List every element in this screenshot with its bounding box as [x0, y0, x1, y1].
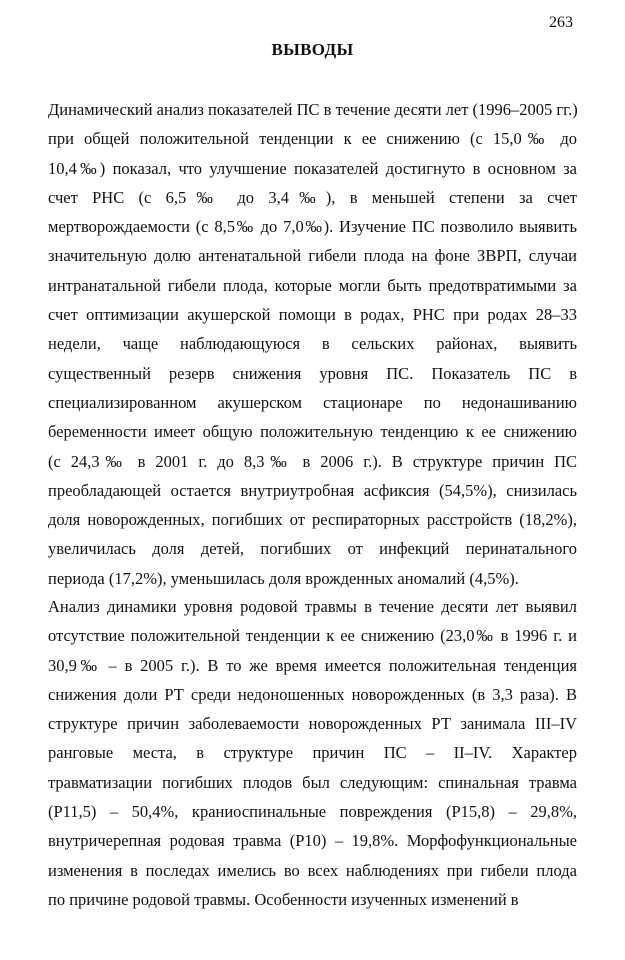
paragraph-1 [48, 95, 577, 593]
page-number: 263 [549, 14, 573, 31]
text-line: Динамический анализ показателей ПС в течение десяти лет (1996–2005 гг.) [48, 100, 578, 119]
text-line: 10,4‰) показал, что улучшение показателей достигнуто в основном за [48, 158, 577, 178]
text-line: при общей положительной тенденции к ее снижению (с 15,0‰ до [48, 129, 577, 149]
text-line: интранатальной гибели плода, которые могли быть предотвратимыми за [48, 275, 577, 295]
text-line: счет оптимизации акушерской помощи в родах, РНС при родах 28–33 [48, 305, 577, 325]
text-line: периода (17,2%), уменьшилась доля врожденных аномалий (4,5%). [48, 568, 519, 588]
page-title: ВЫВОДЫ [271, 40, 354, 59]
text-line: (с 24,3‰ в 2001 г. до 8,3‰ в 2006 г.). В структуре причин ПС [48, 451, 577, 471]
text-line: существенный резерв снижения уровня ПС. Показатель ПС в [48, 363, 577, 383]
paragraph-2 [48, 592, 577, 914]
text-line: доля новорожденных, погибших от респираторных расстройств (18,2%), [48, 510, 577, 530]
text-line: специализированном акушерском стационаре по недонашиванию [48, 392, 577, 412]
text-line: внутричерепная родовая травма (Р10) – 19,8%. Морфофункциональные [48, 831, 577, 851]
text-line: по причине родовой травмы. Особенности изученных изменений в [48, 889, 519, 909]
text-line: (Р11,5) – 50,4%, краниоспинальные повреждения (Р15,8) – 29,8%, [48, 802, 577, 822]
text-line: отсутствие положительной тенденции к ее снижению (23,0‰ в 1996 г. и [48, 626, 577, 646]
text-line: изменения в последах имелись во всех наблюдениях при гибели плода [48, 860, 577, 880]
text-line: беременности имеет общую положительную тенденцию к ее снижению [48, 422, 577, 442]
text-line: значительную долю антенатальной гибели плода на фоне ЗВРП, случаи [48, 246, 577, 266]
text-line: увеличилась доля детей, погибших от инфекций перинатального [48, 539, 577, 559]
text-line: преобладающей остается внутриутробная асфиксия (54,5%), снизилась [48, 480, 577, 500]
text-line: счет РНС (с 6,5‰ до 3,4‰), в меньшей степени за счет [48, 187, 577, 207]
text-line: ранговые места, в структуре причин ПС – II–IV. Характер [48, 743, 577, 763]
text-line: снижения доли РТ среди недоношенных новорожденных (в 3,3 раза). В [48, 684, 577, 704]
text-line: травматизации погибших плодов был следующим: спинальная травма [48, 772, 577, 792]
text-line: мертворождаемости (с 8,5‰ до 7,0‰). Изучение ПС позволило выявить [48, 217, 577, 237]
text-line: Анализ динамики уровня родовой травмы в течение десяти лет выявил [48, 597, 577, 616]
text-line: недели, чаще наблюдающуюся в сельских районах, выявить [48, 334, 577, 354]
text-line: 30,9‰ – в 2005 г.). В то же время имеется положительная тенденция [48, 655, 577, 675]
text-line: структуре причин заболеваемости новорожденных РТ занимала III–IV [48, 714, 577, 734]
